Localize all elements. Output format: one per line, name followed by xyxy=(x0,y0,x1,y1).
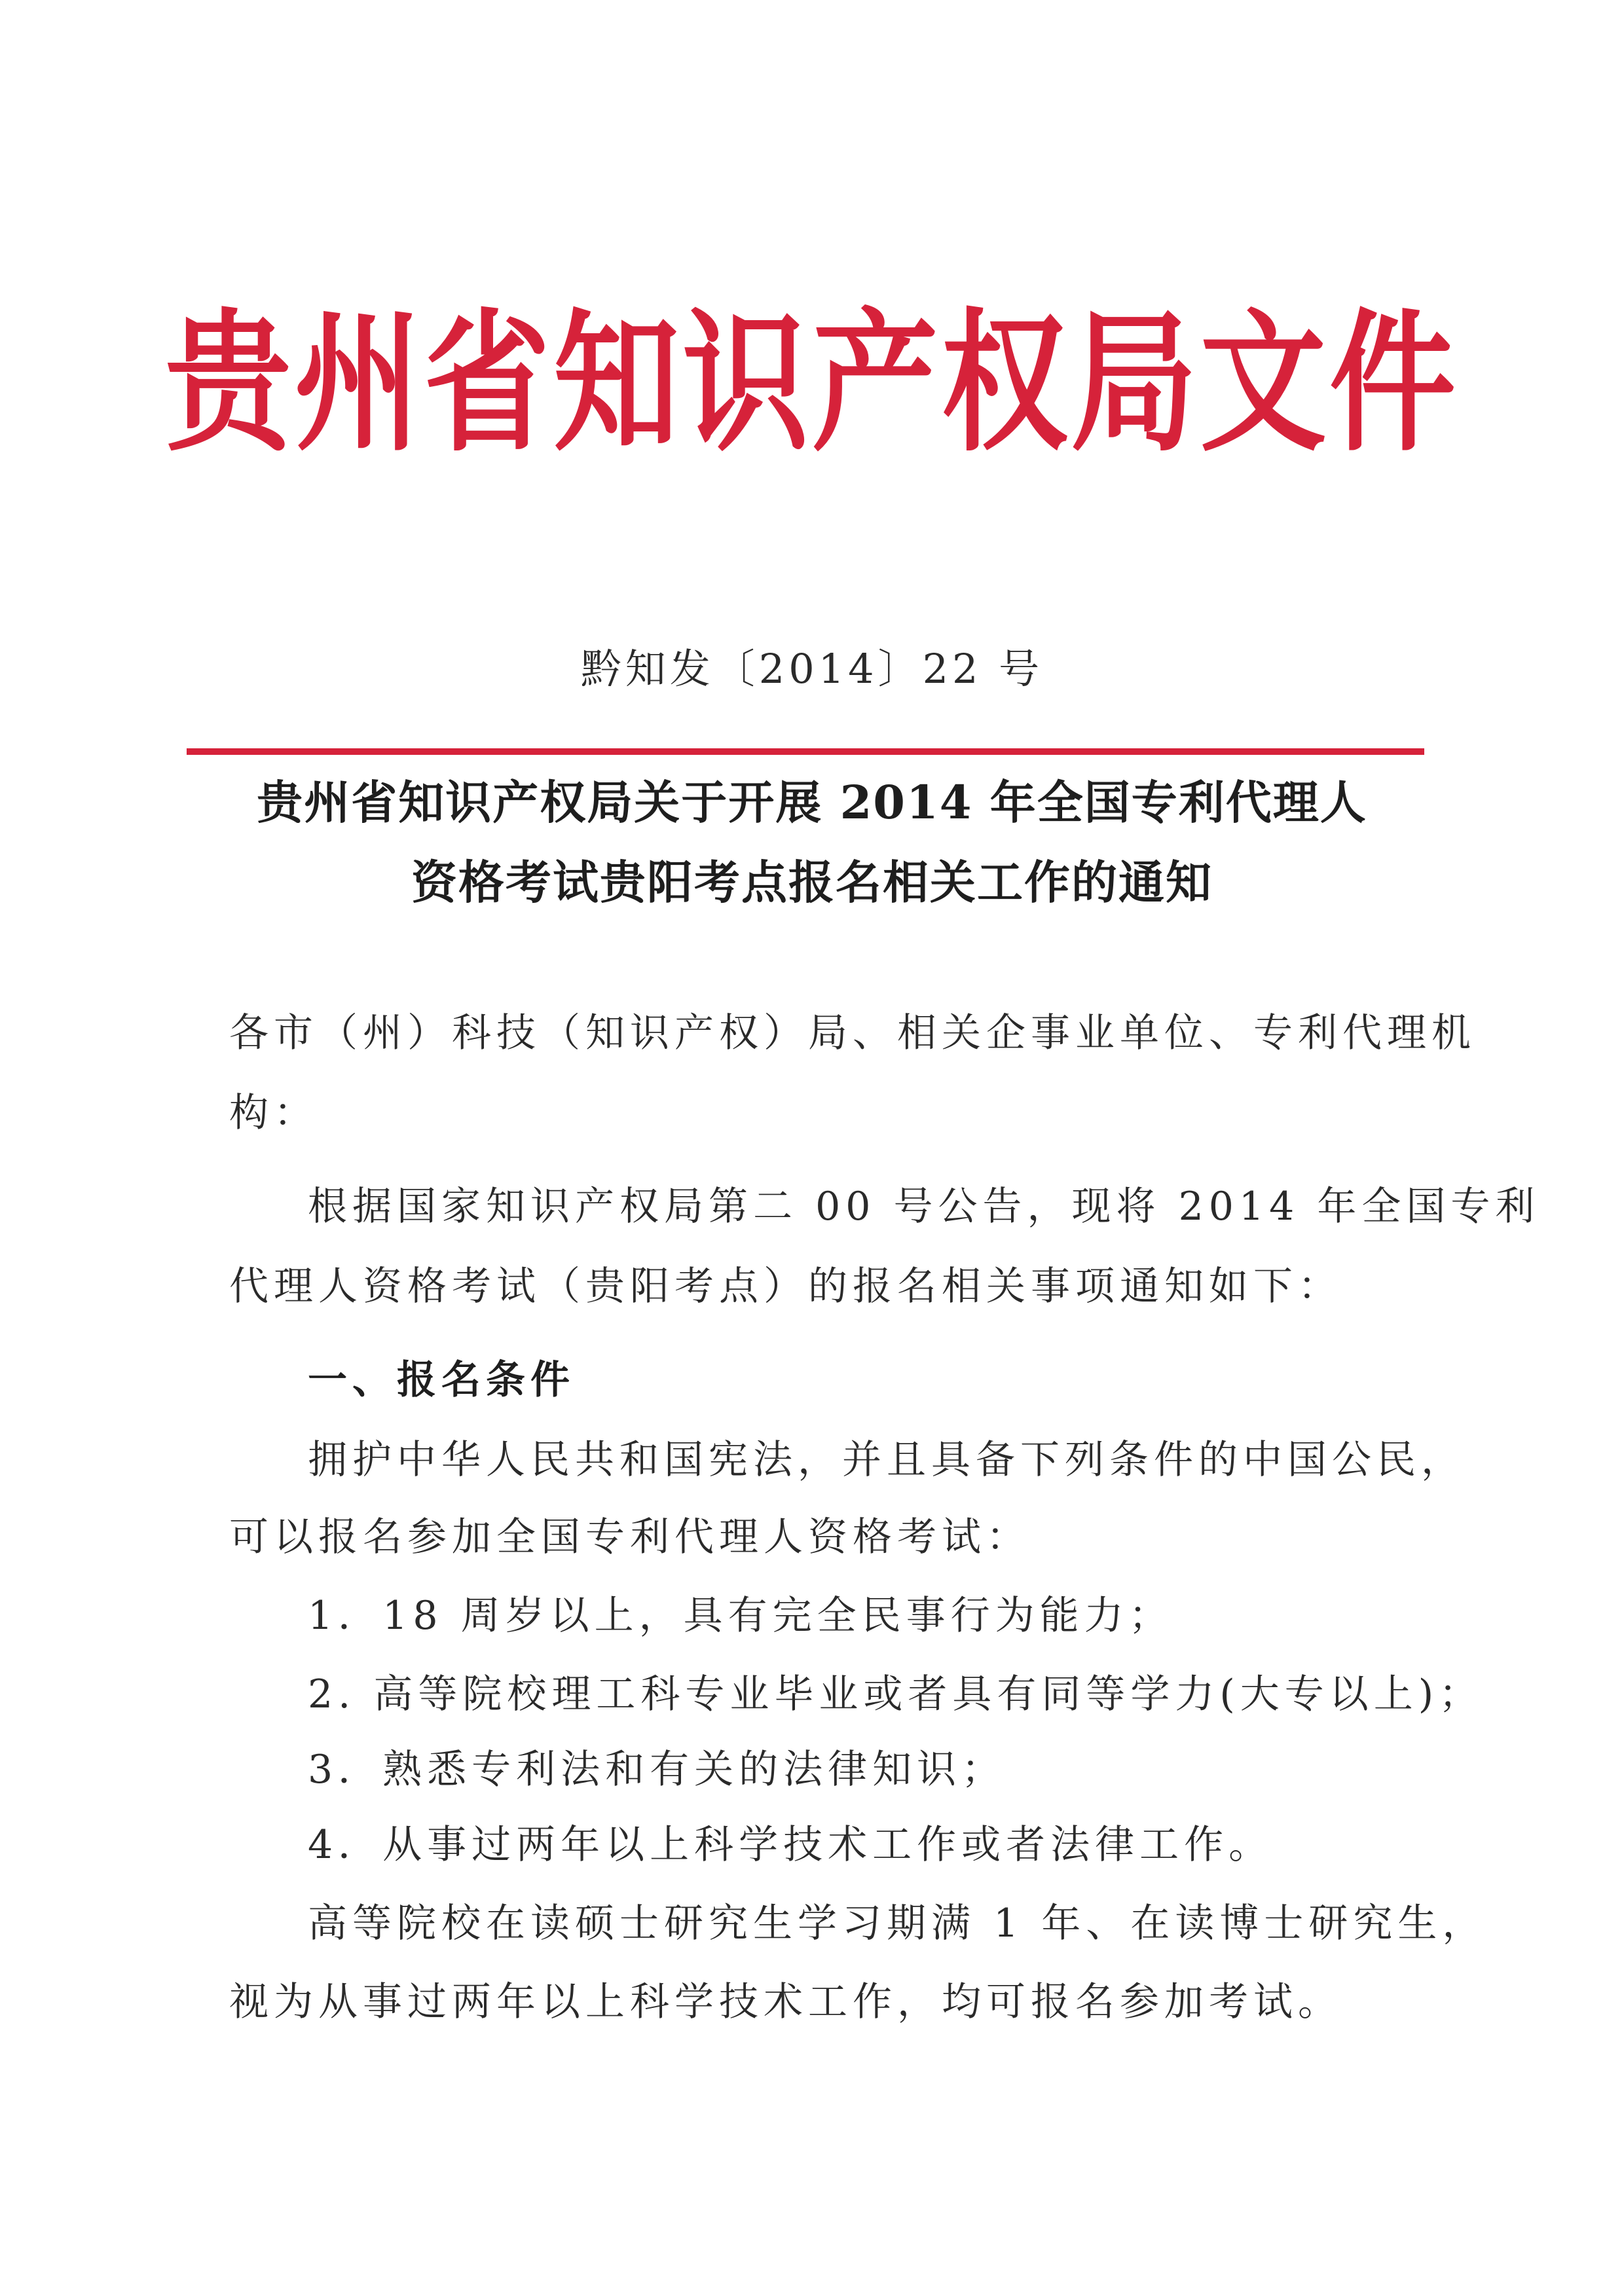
addressee-line-1: 各市（州）科技（知识产权）局、相关企事业单位、专利代理机 xyxy=(229,1010,1476,1056)
section-1-intro-line-2: 可以报名参加全国专利代理人资格考试： xyxy=(229,1514,1031,1560)
note-line-2: 视为从事过两年以上科学技术工作，均可报名参加考试。 xyxy=(229,1979,1342,2025)
document-number: 黔知发〔2014〕22 号 xyxy=(580,645,1044,693)
section-1-intro-line-1: 拥护中华人民共和国宪法，并且具备下列条件的中国公民， xyxy=(308,1437,1466,1483)
condition-item-2: 2. 高等院校理工科专业毕业或者具有同等学力(大专以上)； xyxy=(308,1671,1484,1717)
note-line-1: 高等院校在读硕士研究生学习期满 1 年、在读博士研究生， xyxy=(308,1901,1487,1946)
notice-title-line-2: 资格考试贵阳考点报名相关工作的通知 xyxy=(411,855,1213,909)
notice-title-line-1: 贵州省知识产权局关于开展 2014 年全国专利代理人 xyxy=(257,775,1367,829)
addressee-line-2: 构： xyxy=(229,1090,318,1136)
masthead-title: 贵州省知识产权局文件 xyxy=(165,295,1459,472)
section-1-heading: 一、报名条件 xyxy=(308,1357,575,1403)
condition-item-4: 4．从事过两年以上科学技术工作或者法律工作。 xyxy=(308,1822,1274,1868)
intro-line-1: 根据国家知识产权局第二 00 号公告，现将 2014 年全国专利 xyxy=(308,1184,1540,1230)
red-divider-rule xyxy=(187,748,1424,755)
intro-line-2: 代理人资格考试（贵阳考点）的报名相关事项通知如下： xyxy=(229,1264,1342,1309)
condition-item-1: 1．18 周岁以上，具有完全民事行为能力； xyxy=(308,1593,1173,1639)
condition-item-3: 3．熟悉专利法和有关的法律知识； xyxy=(308,1747,1006,1793)
